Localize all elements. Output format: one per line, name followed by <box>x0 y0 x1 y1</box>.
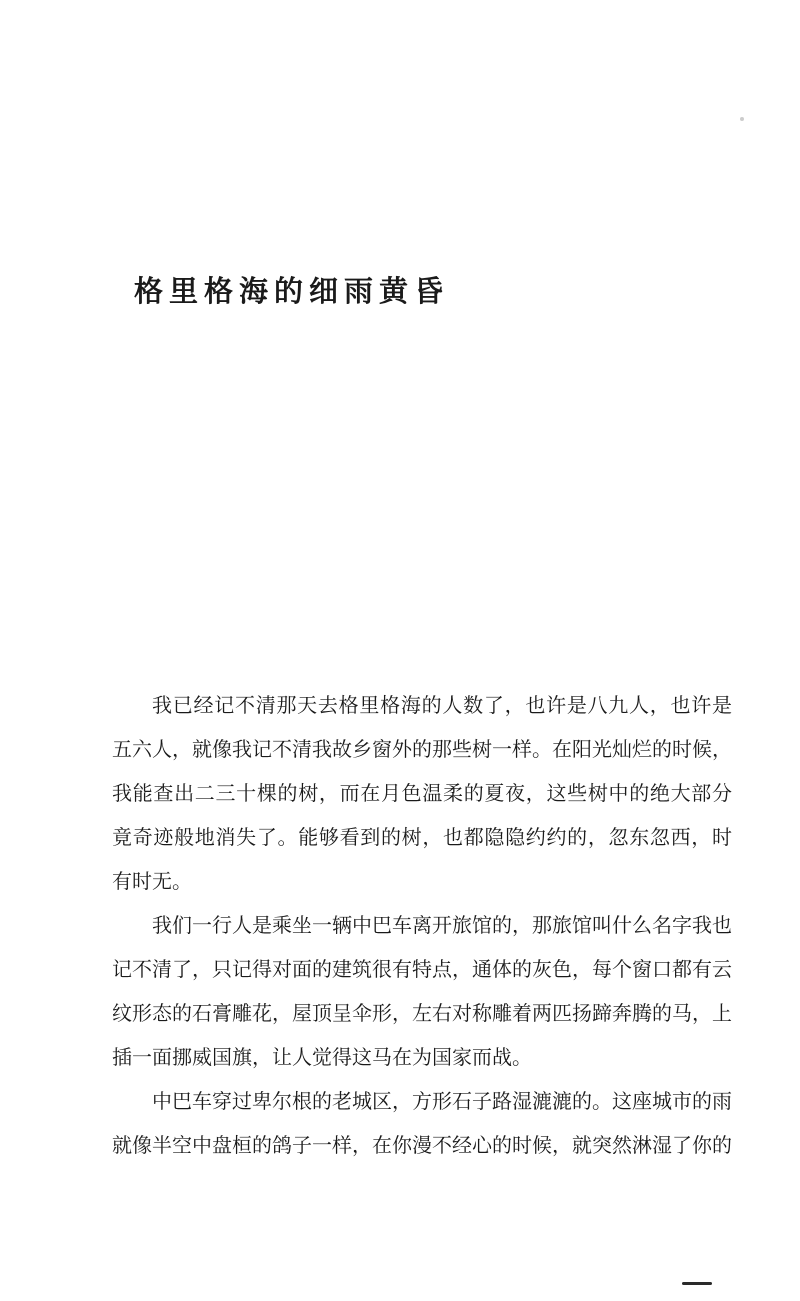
text-line: 竟奇迹般地消失了。能够看到的树，也都隐隐约约的，忽东忽西，时 <box>112 825 732 849</box>
text-line: 纹形态的石膏雕花，屋顶呈伞形，左右对称雕着两匹扬蹄奔腾的马，上 <box>112 1001 732 1025</box>
text-line: 我们一行人是乘坐一辆中巴车离开旅馆的，那旅馆叫什么名字我也 <box>152 913 732 937</box>
scan-speck <box>740 117 744 121</box>
body-text <box>112 683 732 1167</box>
text-line: 我已经记不清那天去格里格海的人数了，也许是八九人，也许是 <box>152 693 732 717</box>
text-line: 五六人，就像我记不清我故乡窗外的那些树一样。在阳光灿烂的时候， <box>112 737 732 761</box>
text-line: 记不清了，只记得对面的建筑很有特点，通体的灰色，每个窗口都有云 <box>112 957 732 981</box>
text-line: 就像半空中盘桓的鸽子一样，在你漫不经心的时候，就突然淋湿了你的 <box>112 1133 732 1157</box>
text-line: 插一面挪威国旗，让人觉得这马在为国家而战。 <box>112 1045 532 1069</box>
chapter-title: 格里格海的细雨黄昏 <box>134 274 450 309</box>
text-line: 中巴车穿过卑尔根的老城区，方形石子路湿漉漉的。这座城市的雨 <box>152 1089 732 1113</box>
text-line: 有时无。 <box>112 869 192 893</box>
text-line: 我能查出二三十棵的树，而在月色温柔的夏夜，这些树中的绝大部分 <box>112 781 732 805</box>
scan-mark <box>682 1282 712 1285</box>
